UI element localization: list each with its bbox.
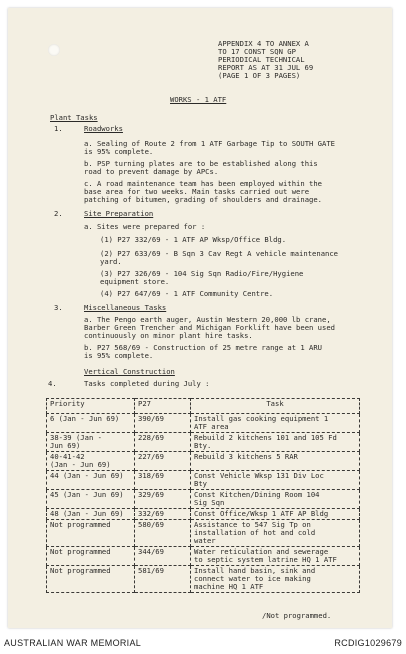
task-cell <box>191 490 360 509</box>
task-cell-line: to septic system latrine HQ 1 ATF <box>194 555 337 564</box>
header-line: APPENDIX 4 TO ANNEX A <box>218 39 309 48</box>
footnote: /Not programmed. <box>262 611 332 620</box>
priority-cell <box>47 471 135 490</box>
task-cell-line: Install gas cooking equipment 1 <box>194 414 329 423</box>
priority-cell <box>47 433 135 452</box>
priority-cell-line: (Jan - Jun 69) <box>50 460 111 469</box>
table-row <box>47 547 360 566</box>
section-heading: Plant Tasks <box>50 113 98 122</box>
subsection-heading: Roadworks <box>84 124 123 133</box>
priority-cell <box>47 547 135 566</box>
priority-cell <box>47 520 135 547</box>
tasks-table <box>46 398 360 593</box>
task-cell-line: connect water to ice making <box>194 574 311 583</box>
subsection-heading: Miscellaneous Tasks <box>84 303 167 312</box>
header-line: PERIODICAL TECHNICAL <box>218 55 305 64</box>
task-cell-line: installation of hot and cold <box>194 528 316 537</box>
task-cell-line: Assistance to 547 Sig Tp on <box>194 520 311 529</box>
paragraph-line: c. A road maintenance team has been employed within the <box>84 179 322 188</box>
task-cell <box>191 452 360 471</box>
priority-cell-line: 6 (Jan - Jun 69) <box>50 414 120 423</box>
task-cell-line: Install hand basin, sink and <box>194 566 316 575</box>
section-number: 4. <box>48 379 57 388</box>
paragraph-line: b. PSP turning plates are to be established along this <box>84 159 318 168</box>
task-cell-line: Bty <box>194 479 207 488</box>
paragraph-line: Tasks completed during July : <box>84 379 210 388</box>
page-title: WORKS - 1 ATF <box>170 95 227 104</box>
p27-cell-line: 318/69 <box>138 471 164 480</box>
table-row <box>47 566 360 593</box>
table-row <box>47 452 360 471</box>
footer-archive-name: AUSTRALIAN WAR MEMORIAL <box>4 638 142 648</box>
table-row <box>47 509 360 520</box>
paragraph-line: Barber Green Trencher and Michigan Forklift have been used <box>84 323 335 332</box>
priority-cell-line: 44 (Jan - Jun 69) <box>50 471 124 480</box>
priority-cell-line: 48 (Jan - Jun 69) <box>50 509 124 518</box>
task-cell-line: Const Vehicle Wksp 131 Div Loc <box>194 471 324 480</box>
task-cell-line: machine HQ 1 ATF <box>194 582 264 591</box>
paragraph-line: base area for two weeks. Main tasks carried out were <box>84 187 310 196</box>
column-header: Priority <box>47 399 135 414</box>
task-cell <box>191 414 360 433</box>
task-cell <box>191 566 360 593</box>
section-number: 1. <box>54 124 63 133</box>
column-header: Task <box>191 399 360 414</box>
paragraph-line: road to prevent damage by APCs. <box>84 167 219 176</box>
p27-cell-line: 580/69 <box>138 520 164 529</box>
task-cell <box>191 471 360 490</box>
list-item: (4) P27 647/69 - 1 ATF Community Centre. <box>100 289 274 298</box>
table-row <box>47 471 360 490</box>
p27-cell <box>135 452 191 471</box>
paragraph-line: a. Sealing of Route 2 from 1 ATF Garbage Tip to SOUTH GATE <box>84 139 335 148</box>
task-cell-line: Sig Sqn <box>194 498 225 507</box>
paragraph-line: continuously on minor plant hire tasks. <box>84 331 253 340</box>
punch-hole <box>48 44 60 56</box>
subsection-heading: Site Preparation <box>84 209 154 218</box>
list-item: (3) P27 326/69 - 104 Sig Sqn Radio/Fire/Hygiene <box>100 269 304 278</box>
task-cell-line: Bty. <box>194 441 212 450</box>
table-row <box>47 490 360 509</box>
task-cell <box>191 433 360 452</box>
priority-cell-line: 45 (Jan - Jun 69) <box>50 490 124 499</box>
section-number: 3. <box>54 303 63 312</box>
p27-cell <box>135 566 191 593</box>
task-cell-line: Const Kitchen/Dining Room 104 <box>194 490 320 499</box>
list-item: (2) P27 633/69 - B Sqn 3 Cav Regt A vehicle maintenance <box>100 249 338 258</box>
p27-cell <box>135 509 191 520</box>
section-number: 2. <box>54 209 63 218</box>
table-row <box>47 433 360 452</box>
footer-record-id: RCDIG1029679 <box>334 638 402 648</box>
paragraph-line: a. The Pengo earth auger, Austin Western 20,000 lb crane, <box>84 315 331 324</box>
p27-cell <box>135 471 191 490</box>
p27-cell-line: 329/69 <box>138 490 164 499</box>
task-cell-line: Rebuild 3 kitchens 5 RAR <box>194 452 298 461</box>
p27-cell-line: 332/69 <box>138 509 164 518</box>
subsection-heading: Vertical Construction <box>84 367 175 376</box>
header-line: TO 17 CONST SQN GP <box>218 47 296 56</box>
task-cell-line: water <box>194 536 216 545</box>
priority-cell-line: 40-41-42 <box>50 452 85 461</box>
list-item: equipment store. <box>100 277 170 286</box>
paragraph-line: b. P27 568/69 - Construction of 25 metre range at 1 ARU <box>84 343 322 352</box>
list-item: yard. <box>100 257 122 266</box>
task-cell-line: Const Office/Wksp 1 ATF AP Bldg <box>194 509 329 518</box>
task-cell <box>191 520 360 547</box>
priority-cell <box>47 414 135 433</box>
task-cell-line: Water reticulation and sewerage <box>194 547 329 556</box>
priority-cell <box>47 452 135 471</box>
priority-cell <box>47 490 135 509</box>
task-cell <box>191 509 360 520</box>
p27-cell-line: 390/69 <box>138 414 164 423</box>
p27-cell <box>135 547 191 566</box>
p27-cell-line: 344/69 <box>138 547 164 556</box>
header-line: (PAGE 1 OF 3 PAGES) <box>218 71 301 80</box>
column-header: P27 <box>135 399 191 414</box>
p27-cell <box>135 414 191 433</box>
p27-cell <box>135 490 191 509</box>
p27-cell-line: 581/69 <box>138 566 164 575</box>
table-header-row <box>47 399 360 414</box>
priority-cell-line: Jun 69) <box>50 441 81 450</box>
p27-cell-line: 228/69 <box>138 433 164 442</box>
task-cell-line: Rebuild 2 kitchens 101 and 105 Fd <box>194 433 337 442</box>
p27-cell-line: 227/69 <box>138 452 164 461</box>
priority-cell <box>47 566 135 593</box>
priority-cell-line: Not programmed <box>50 566 111 575</box>
priority-cell-line: Not programmed <box>50 520 111 529</box>
paragraph-line: a. Sites were prepared for : <box>84 222 206 231</box>
priority-cell <box>47 509 135 520</box>
table-row <box>47 414 360 433</box>
priority-cell-line: 38-39 (Jan - <box>50 433 102 442</box>
list-item: (1) P27 332/69 - 1 ATF AP Wksp/Office Bldg. <box>100 235 287 244</box>
task-cell <box>191 547 360 566</box>
task-cell-line: ATF area <box>194 422 229 431</box>
paragraph-line: is 95% complete. <box>84 351 154 360</box>
priority-cell-line: Not programmed <box>50 547 111 556</box>
table-row <box>47 520 360 547</box>
paragraph-line: is 95% complete. <box>84 147 154 156</box>
header-line: REPORT AS AT 31 JUL 69 <box>218 63 314 72</box>
paragraph-line: patching of bitumen, grading of shoulders and drainage. <box>84 195 322 204</box>
p27-cell <box>135 433 191 452</box>
p27-cell <box>135 520 191 547</box>
